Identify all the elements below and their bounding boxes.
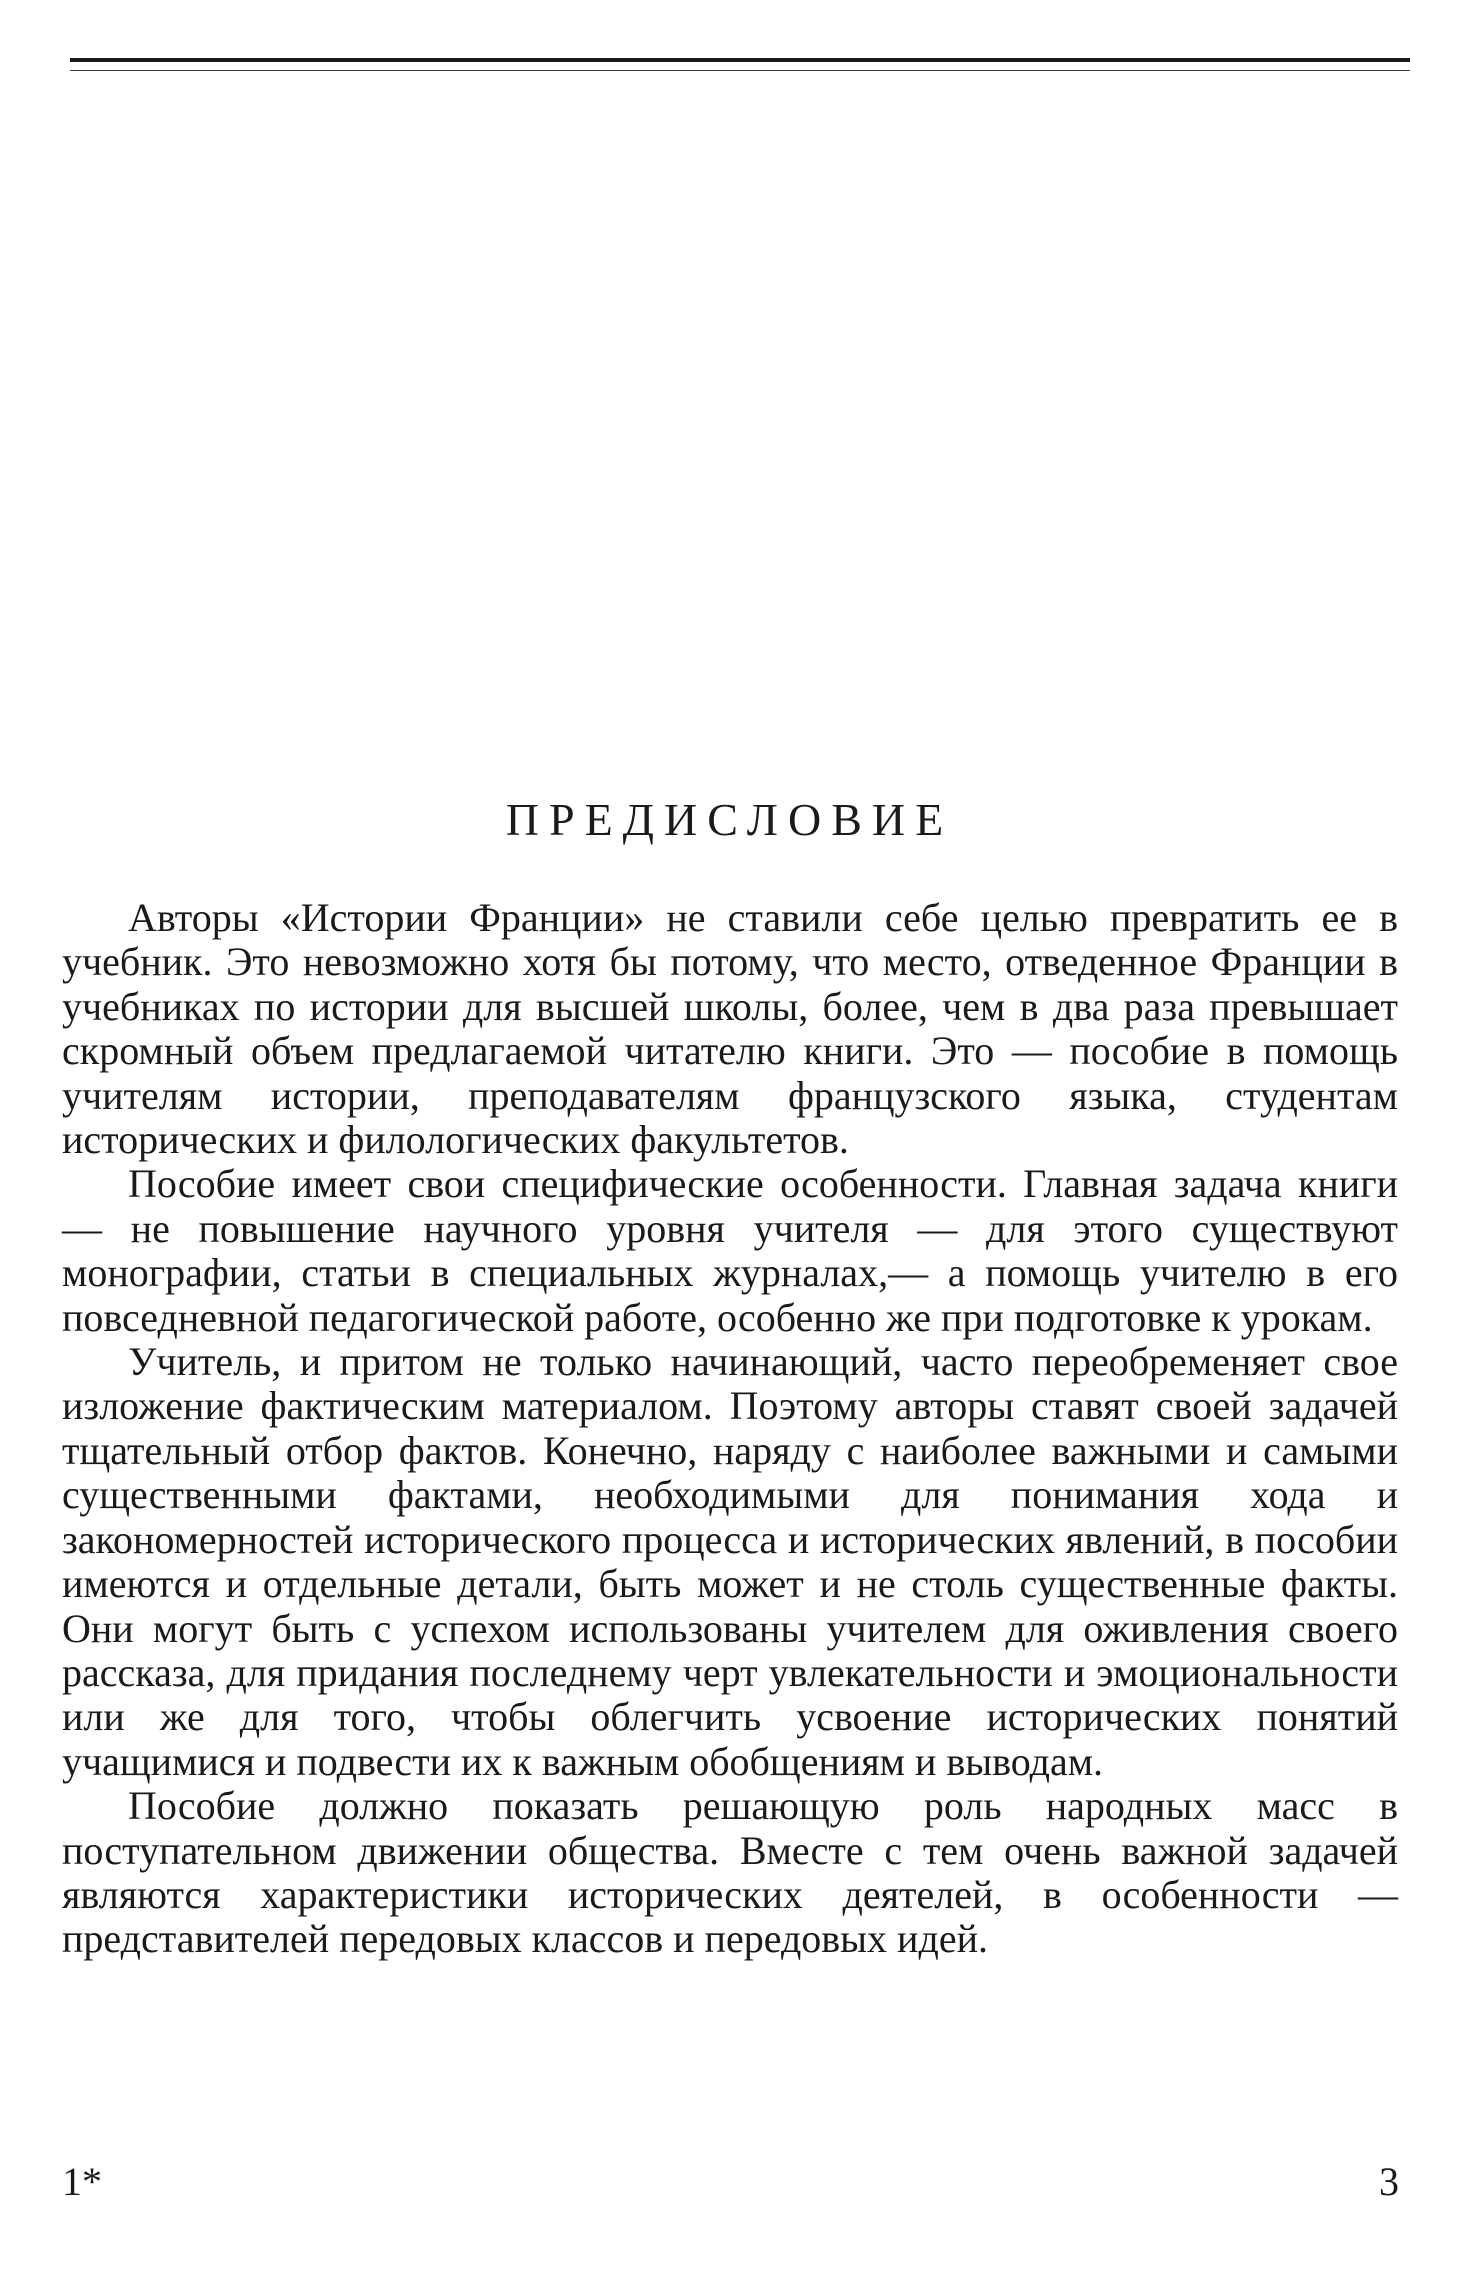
signature-mark: 1* <box>62 2159 102 2204</box>
page-number: 3 <box>1379 2159 1399 2204</box>
paragraph-1: Авторы «Истории Франции» не ставили себе целью превратить ее в учебник. Это невозможно хотя бы потому, что место, отведенное Франции в учебниках по истории для высшей школы, более, чем в два раза превышает скромный объем предлагаемой читателю книги. Это — пособие в помощь учителям истории, преподавателям французского языка, студентам исторических и филологических факультетов. <box>62 895 1398 1163</box>
body-text <box>62 896 1398 1962</box>
paragraph-4: Пособие должно показать решающую роль народных масс в поступательном движении общества. Вместе с тем очень важной задачей являются характеристики исторических деятелей, в особенности — представителей передовых классов и передовых идей. <box>62 1783 1398 1962</box>
paragraph-3: Учитель, и притом не только начинающий, часто перeобременяет свое изложение фактическим материалом. Поэтому авторы ставят своей задачей тщательный отбор фактов. Конечно, наряду с наиболее важными и самыми существенными фактами, необходимыми для понимания хода и закономерностей исторического процесса и исторических явлений, в пособии имеются и отдельные детали, быть может и не столь существенные факты. Они могут быть с успехом использованы учителем для оживления своего рассказа, для придания последнему черт увлекательности и эмоциональности или же для того, чтобы облегчить усвоение исторических понятий учащимися и подвести их к важным обобщениям и выводам. <box>62 1339 1398 1784</box>
paragraph-2: Пособие имеет свои специфические особенности. Главная задача книги — не повышение научного уровня учителя — для этого существуют монографии, статьи в специальных журналах,— а помощь учителю в его повседневной педагогической работе, особенно же при подготовке к урокам. <box>62 1161 1398 1340</box>
page-title: ПРЕДИСЛОВИЕ <box>505 794 954 845</box>
top-rule-thin <box>70 70 1410 71</box>
top-rule <box>70 58 1410 62</box>
